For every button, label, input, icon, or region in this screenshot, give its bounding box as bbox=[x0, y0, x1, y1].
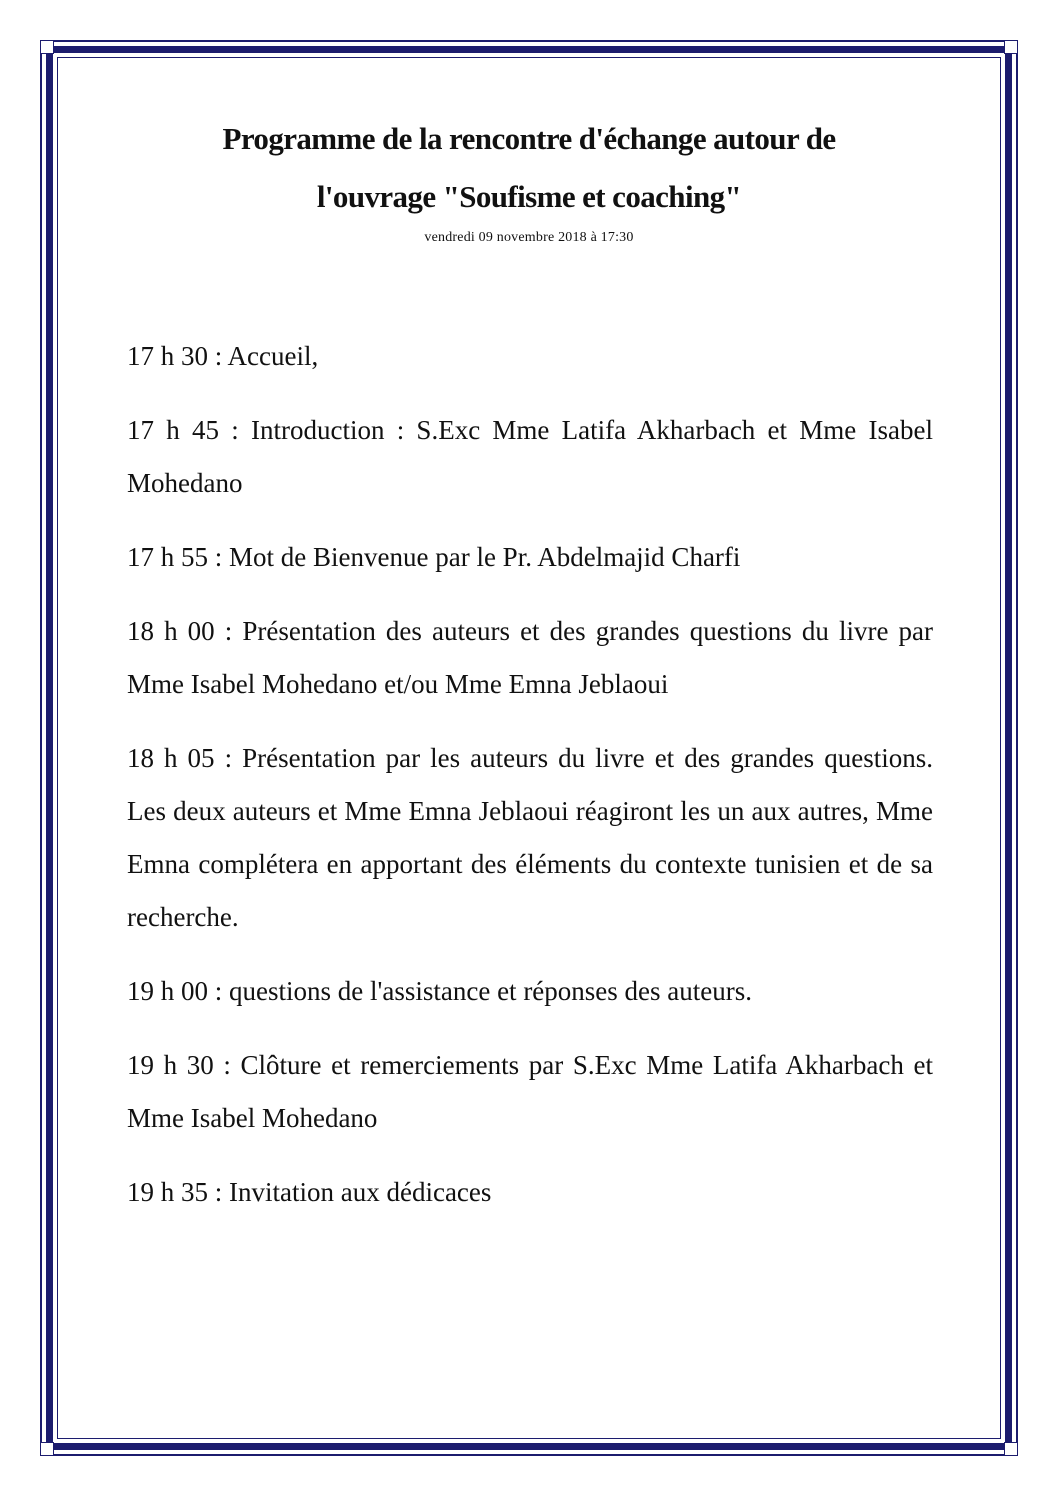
program-entry bbox=[127, 732, 933, 944]
entry-text: Accueil, bbox=[222, 341, 319, 371]
border-corner-ornament bbox=[1004, 1442, 1018, 1456]
entry-time: 19 h 30 : bbox=[127, 1050, 231, 1080]
entry-text: Présentation par les auteurs du livre et des grandes questions. Les deux auteurs et Mme Emna Jeblaoui réagiront les un aux autres, Mme Emna complétera en apportant des éléments du contexte tunisien et de sa recherche. bbox=[127, 743, 933, 932]
program-entry bbox=[127, 531, 933, 584]
entry-text: Invitation aux dédicaces bbox=[222, 1177, 492, 1207]
document-title bbox=[60, 110, 998, 226]
entry-time: 17 h 30 : bbox=[127, 341, 223, 371]
entry-text: Introduction : S.Exc Mme Latifa Akharbach et Mme Isabel Mohedano bbox=[127, 415, 933, 498]
entry-text: questions de l'assistance et réponses des auteurs. bbox=[222, 976, 752, 1006]
program-entry bbox=[127, 1039, 933, 1145]
entry-text: Mot de Bienvenue par le Pr. Abdelmajid Charfi bbox=[222, 542, 741, 572]
entry-text: Clôture et remerciements par S.Exc Mme Latifa Akharbach et Mme Isabel Mohedano bbox=[127, 1050, 933, 1133]
program-entry bbox=[127, 965, 933, 1018]
entry-time: 19 h 00 : bbox=[127, 976, 223, 1006]
program-entry bbox=[127, 404, 933, 510]
document-date: vendredi 09 novembre 2018 à 17:30 bbox=[424, 230, 634, 245]
entry-time: 18 h 05 : bbox=[127, 743, 233, 773]
entry-time: 17 h 45 : bbox=[127, 415, 239, 445]
border-corner-ornament bbox=[40, 1442, 54, 1456]
border-corner-ornament bbox=[40, 40, 54, 54]
title-line-2: l'ouvrage "Soufisme et coaching" bbox=[316, 179, 742, 214]
border-corner-ornament bbox=[1004, 40, 1018, 54]
entry-time: 19 h 35 : bbox=[127, 1177, 223, 1207]
program-entry bbox=[127, 605, 933, 711]
program-entry bbox=[127, 1166, 933, 1219]
entry-time: 17 h 55 : bbox=[127, 542, 223, 572]
entry-text: Présentation des auteurs et des grandes questions du livre par Mme Isabel Mohedano et/ou Mme Emna Jeblaoui bbox=[127, 616, 933, 699]
program-entry bbox=[127, 330, 933, 383]
entry-time: 18 h 00 : bbox=[127, 616, 233, 646]
document-header bbox=[60, 110, 998, 246]
title-line-1: Programme de la rencontre d'échange autour de bbox=[222, 121, 836, 156]
program-list bbox=[127, 330, 933, 1240]
